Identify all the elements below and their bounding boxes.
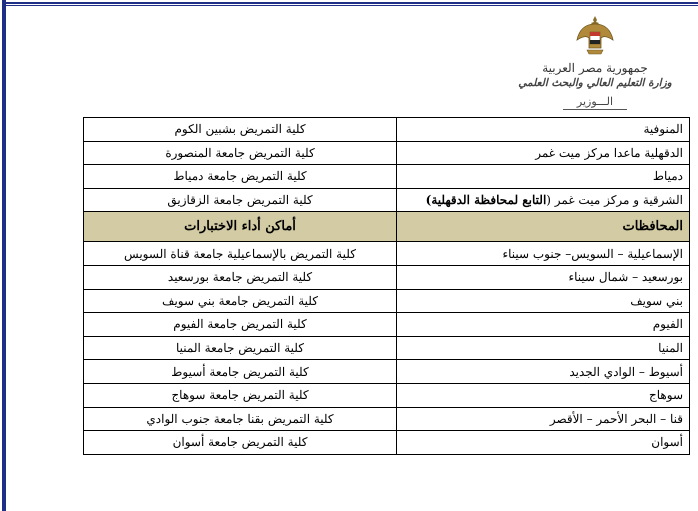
table-row xyxy=(84,118,690,142)
table-row xyxy=(84,407,690,431)
header-exam-locations: أماكن أداء الاختبارات xyxy=(84,212,397,242)
governorate-cell: قنا – البحر الأحمر – الأقصر xyxy=(397,407,690,431)
table-row xyxy=(84,188,690,212)
governorate-cell: المنيا xyxy=(397,336,690,360)
table-row xyxy=(84,313,690,337)
location-cell: كلية التمريض جامعة سوهاج xyxy=(84,383,397,407)
governorate-cell: الفيوم xyxy=(397,313,690,337)
governorate-note: التابع لمحافظة الدقهلية) xyxy=(425,193,547,208)
governorate-cell: بورسعيد – شمال سيناء xyxy=(397,265,690,289)
governorate-cell xyxy=(397,188,690,212)
governorate-text: الشرقية و مركز ميت غمر ( xyxy=(546,193,683,208)
governorate-cell: المنوفية xyxy=(397,118,690,142)
location-cell: كلية التمريض جامعة المنصورة xyxy=(84,141,397,165)
table-row xyxy=(84,289,690,313)
location-cell: كلية التمريض جامعة دمياط xyxy=(84,165,397,189)
governorate-cell: الإسماعيلية – السويس– جنوب سيناء xyxy=(397,242,690,266)
governorate-cell: دمياط xyxy=(397,165,690,189)
minister-title: الـــوزير xyxy=(563,95,627,110)
location-cell: كلية التمريض جامعة الفيوم xyxy=(84,313,397,337)
location-cell: كلية التمريض جامعة بورسعيد xyxy=(84,265,397,289)
table-row xyxy=(84,383,690,407)
location-cell: كلية التمريض بقنا جامعة جنوب الوادي xyxy=(84,407,397,431)
table-row xyxy=(84,431,690,455)
table-row xyxy=(84,141,690,165)
location-cell: كلية التمريض جامعة المنيا xyxy=(84,336,397,360)
egypt-eagle-emblem-icon xyxy=(575,14,615,58)
table-row xyxy=(84,360,690,384)
page-border-left xyxy=(2,0,6,511)
location-cell: كلية التمريض بشبين الكوم xyxy=(84,118,397,142)
location-cell: كلية التمريض جامعة أسيوط xyxy=(84,360,397,384)
table-row xyxy=(84,265,690,289)
governorate-cell: الدقهلية ماعدا مركز ميت غمر xyxy=(397,141,690,165)
country-name: جمهورية مصر العربية xyxy=(542,61,648,75)
location-cell: كلية التمريض بالإسماعيلية جامعة قناة السويس xyxy=(84,242,397,266)
page-border-top xyxy=(2,2,698,6)
table-row xyxy=(84,336,690,360)
governorate-cell: أسيوط – الوادي الجديد xyxy=(397,360,690,384)
location-cell: كلية التمريض جامعة بني سويف xyxy=(84,289,397,313)
table-row xyxy=(84,165,690,189)
header-governorates: المحافظات xyxy=(397,212,690,242)
location-cell: كلية التمريض جامعة الزقازيق xyxy=(84,188,397,212)
governorate-cell: سوهاج xyxy=(397,383,690,407)
table-header-row xyxy=(84,212,690,242)
location-cell: كلية التمريض جامعة أسوان xyxy=(84,431,397,455)
governorate-cell: بني سويف xyxy=(397,289,690,313)
exam-locations-table xyxy=(83,117,690,455)
ministry-name: وزارة التعليم العالي والبحث العلمي xyxy=(518,77,672,89)
letterhead xyxy=(500,14,690,114)
governorate-cell: أسوان xyxy=(397,431,690,455)
table-row xyxy=(84,242,690,266)
